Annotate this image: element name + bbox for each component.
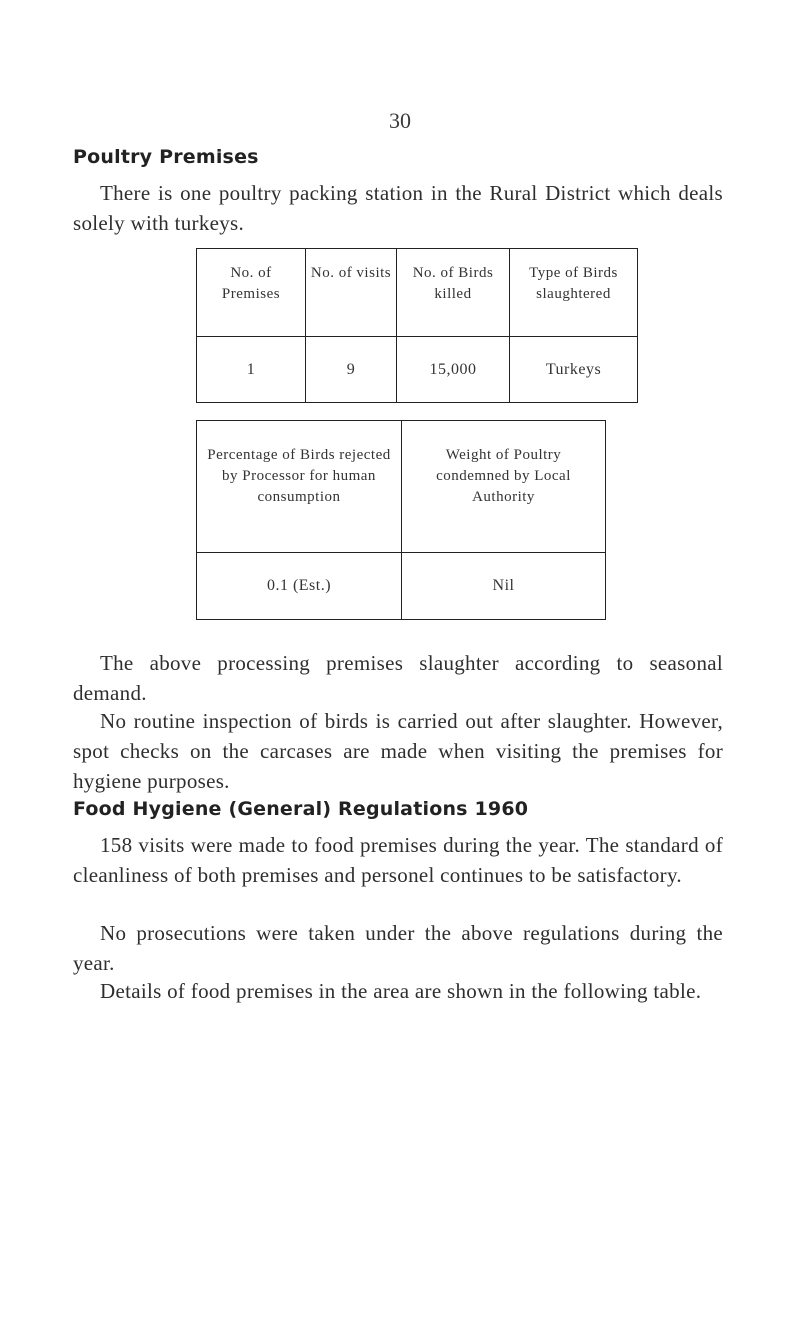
- header-no-of-birds-killed: No. of Birds killed: [397, 249, 510, 337]
- paragraph-poultry-intro: There is one poultry packing station in the Rural District which deals solely with turkeys.: [73, 181, 723, 235]
- paragraph-seasonal-demand: The above processing premises slaughter according to seasonal demand.: [73, 651, 723, 705]
- cell-premises-count: 1: [197, 337, 306, 403]
- cell-bird-type: Turkeys: [510, 337, 638, 403]
- section-heading-food-hygiene: Food Hygiene (General) Regulations 1960: [73, 798, 529, 820]
- table-header-row: [197, 421, 606, 553]
- header-percentage-rejected: Percentage of Birds rejected by Processor for human consumption: [197, 421, 402, 553]
- header-type-of-birds: Type of Birds slaughtered: [510, 249, 638, 337]
- cell-weight-condemned: Nil: [402, 553, 606, 620]
- paragraph-inspection: No routine inspection of birds is carried out after slaughter. However, spot checks on the carcases are made when visiting the premises for hygiene purposes.: [73, 709, 723, 793]
- cell-visits-count: 9: [306, 337, 397, 403]
- cell-percentage-rejected: 0.1 (Est.): [197, 553, 402, 620]
- table-header-row: [197, 249, 638, 337]
- poultry-station-table: [196, 248, 638, 403]
- paragraph-food-visits: 158 visits were made to food premises during the year. The standard of cleanliness of both premises and personel continues to be satisfactory.: [73, 833, 723, 887]
- paragraph-prosecutions: No prosecutions were taken under the above regulations during the year.: [73, 921, 723, 975]
- header-no-of-visits: No. of visits: [306, 249, 397, 337]
- paragraph-food-premises-details: Details of food premises in the area are shown in the following table.: [100, 979, 702, 1003]
- header-no-of-premises: No. of Premises: [197, 249, 306, 337]
- header-weight-condemned: Weight of Poultry condemned by Local Authority: [402, 421, 606, 553]
- cell-birds-killed: 15,000: [397, 337, 510, 403]
- page-number: 30: [389, 108, 411, 133]
- table-row: [197, 553, 606, 620]
- section-heading-poultry-premises: Poultry Premises: [73, 146, 259, 168]
- table-row: [197, 337, 638, 403]
- poultry-rejection-table: [196, 420, 606, 620]
